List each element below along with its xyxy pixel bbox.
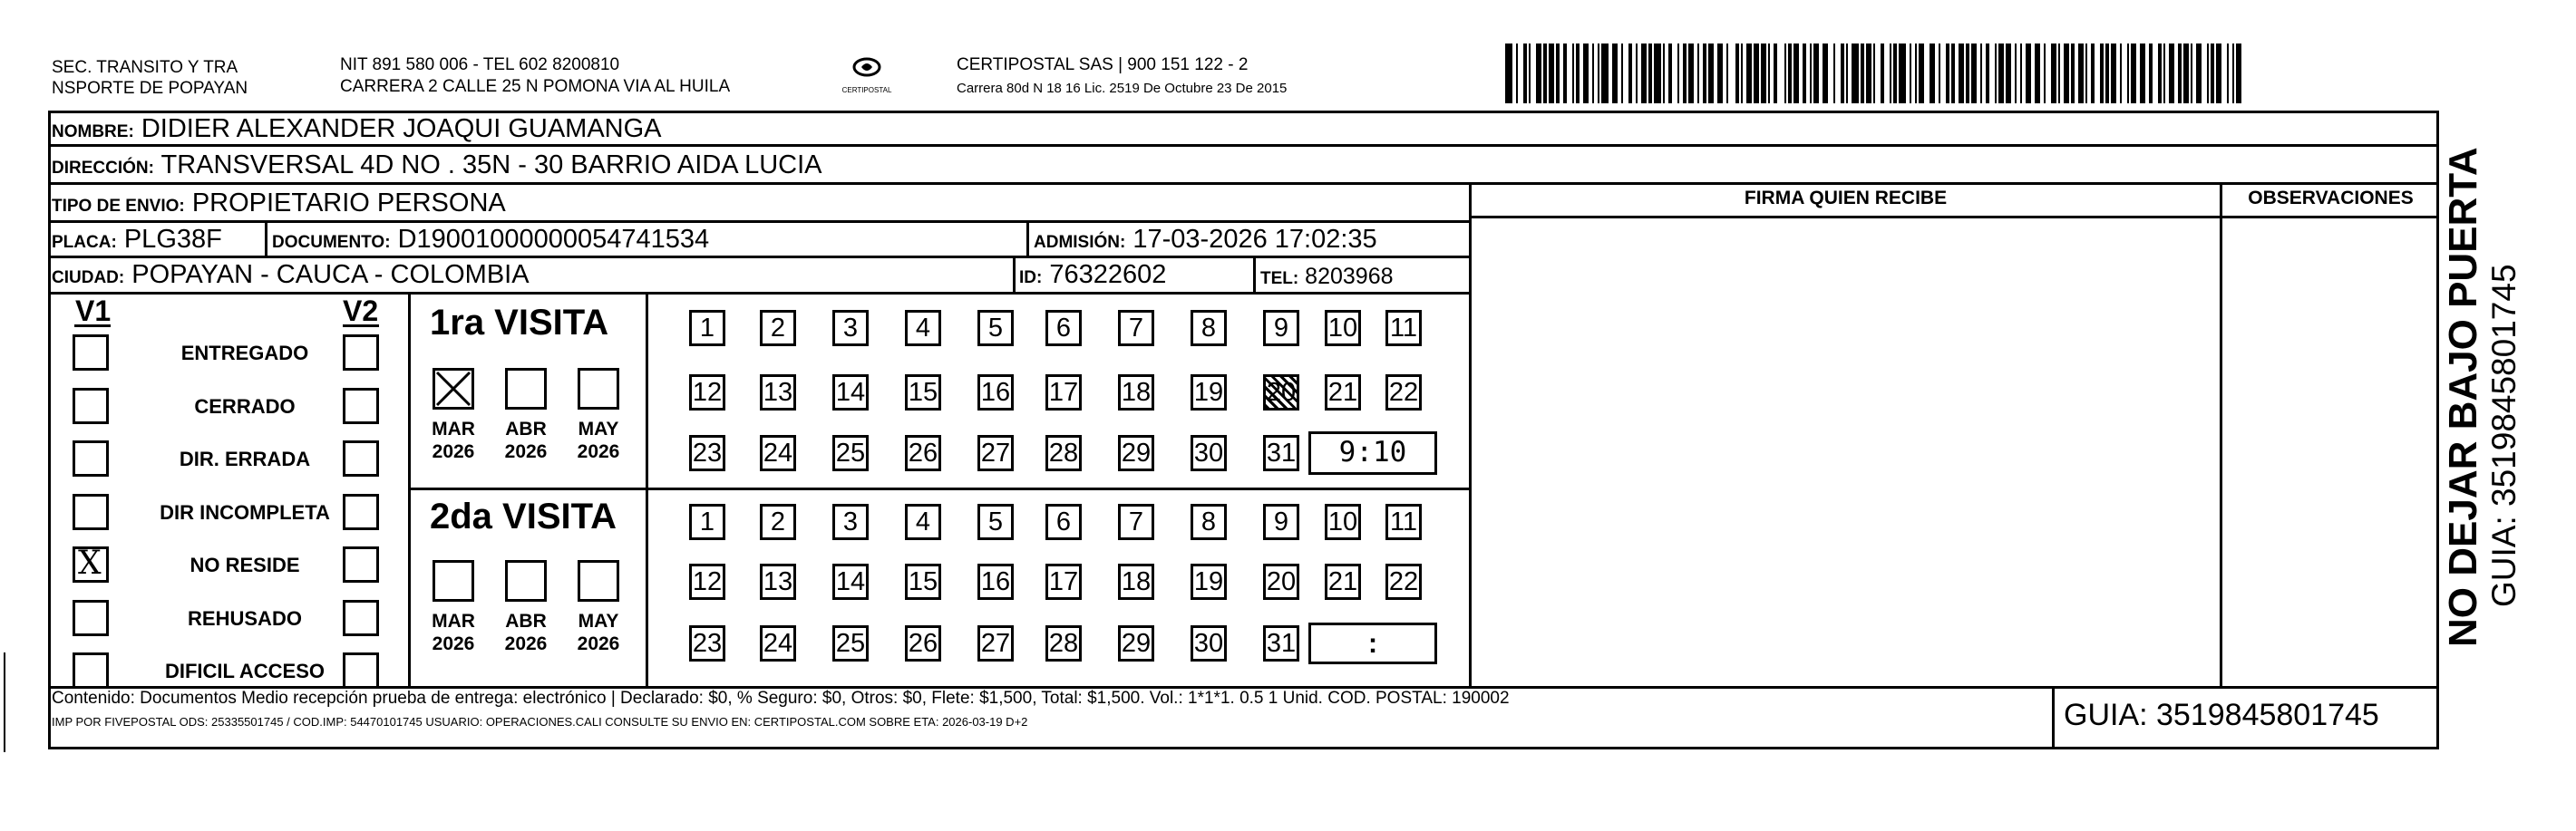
barcode-bar [2183, 43, 2189, 103]
day-checkbox[interactable]: 22 [1385, 564, 1422, 600]
barcode-bar [2091, 43, 2095, 103]
barcode-bar [1823, 43, 1828, 103]
month-checkbox[interactable] [578, 368, 619, 410]
barcode-bar [2131, 43, 2136, 103]
tel-value: 8203968 [1305, 264, 1394, 289]
v1-checkbox[interactable] [73, 334, 109, 371]
visit2-title: 2da VISITA [430, 497, 617, 536]
barcode-bar [2227, 43, 2229, 103]
day-checkbox[interactable]: 20 [1263, 374, 1299, 411]
month-checkbox[interactable] [433, 560, 474, 602]
id-field [1019, 260, 1166, 293]
day-checkbox[interactable]: 30 [1191, 625, 1227, 662]
day-checkbox[interactable]: 17 [1045, 374, 1082, 411]
barcode-bar [2169, 43, 2174, 103]
day-checkbox[interactable]: 25 [832, 435, 869, 471]
sender-address: CARRERA 2 CALLE 25 N POMONA VIA AL HUILA [340, 77, 731, 96]
ciudad-label: CIUDAD: [52, 268, 125, 287]
reason-label: DIR INCOMPLETA [160, 500, 330, 524]
documento-value: D19001000000054741534 [397, 225, 710, 254]
day-checkbox[interactable]: 8 [1191, 310, 1227, 346]
barcode-bar [1663, 43, 1665, 103]
barcode-bar [1946, 43, 1949, 103]
day-checkbox[interactable]: 7 [1118, 310, 1154, 346]
month-label [422, 418, 485, 463]
barcode-bar [1717, 43, 1723, 103]
barcode-bar [1636, 43, 1638, 103]
month-label [494, 610, 558, 655]
month-name: ABR [505, 419, 547, 440]
barcode-bar [1980, 43, 1982, 103]
barcode-bar [1576, 43, 1580, 103]
barcode-bar [1668, 43, 1672, 103]
barcode-bar [2149, 43, 2153, 103]
barcode-bar [1846, 43, 1848, 103]
barcode-bar [1873, 43, 1875, 103]
v2-checkbox[interactable] [343, 388, 379, 424]
footer-guia: GUIA: 3519845801745 [2064, 698, 2379, 732]
direccion-value: TRANSVERSAL 4D NO . 35N - 30 BARRIO AIDA LUCIA [160, 150, 822, 179]
v2-checkbox[interactable] [343, 600, 379, 636]
barcode-bar [1708, 43, 1714, 103]
month-name: MAR [432, 611, 475, 632]
day-checkbox[interactable]: 18 [1118, 374, 1154, 411]
row-divider [1472, 216, 2439, 218]
barcode-bar [2120, 43, 2122, 103]
barcode-bar [1833, 43, 1835, 103]
month-year: 2026 [432, 633, 475, 654]
month-checkbox[interactable] [433, 368, 474, 410]
barcode-bar [1683, 43, 1687, 103]
tel-label: TEL: [1260, 269, 1299, 288]
barcode-bar [1556, 43, 1560, 103]
barcode-bar [1621, 43, 1623, 103]
reason-label: REHUSADO [188, 606, 302, 630]
day-checkbox[interactable]: 8 [1191, 504, 1227, 540]
documento-field [272, 225, 709, 257]
day-checkbox[interactable]: 17 [1045, 564, 1082, 600]
day-checkbox[interactable]: 1 [689, 504, 725, 540]
barcode-bar [1601, 43, 1609, 103]
day-checkbox[interactable]: 13 [760, 564, 796, 600]
barcode-bar [1852, 43, 1859, 103]
reason-label: DIR. ERRADA [179, 448, 311, 470]
admision-value: 17-03-2026 17:02:35 [1132, 225, 1377, 254]
day-checkbox[interactable]: 9 [1263, 310, 1299, 346]
day-checkbox[interactable]: 13 [760, 374, 796, 411]
column-divider [265, 220, 267, 256]
day-checkbox[interactable]: 5 [977, 310, 1014, 346]
barcode-bar [2111, 43, 2116, 103]
barcode-bar [2140, 43, 2145, 103]
barcode-bar [1930, 43, 1935, 103]
barcode-bar [1523, 43, 1527, 103]
nombre-row [52, 114, 662, 147]
sender-name-line1: SEC. TRANSITO Y TRA [52, 58, 238, 77]
no-dejar-bajo-puerta: NO DEJAR BAJO PUERTA [2441, 147, 2485, 647]
column-divider [1469, 182, 1472, 686]
barcode-bar [2026, 43, 2031, 103]
day-checkbox[interactable]: 7 [1118, 504, 1154, 540]
v1-checkbox[interactable] [73, 652, 109, 689]
visit2-time[interactable]: : [1308, 623, 1437, 664]
reason-label: ENTREGADO [180, 342, 309, 364]
barcode-bar [1899, 43, 1906, 103]
barcode-bar [1813, 43, 1819, 103]
visit1-time[interactable]: 9:10 [1308, 431, 1437, 475]
barcode-bar [2006, 43, 2011, 103]
day-checkbox[interactable]: 15 [905, 564, 941, 600]
day-checkbox[interactable]: 21 [1325, 374, 1361, 411]
id-value: 76322602 [1049, 260, 1167, 289]
month-label [422, 610, 485, 655]
month-label [567, 610, 630, 655]
day-checkbox[interactable]: 22 [1385, 374, 1422, 411]
nombre-label: NOMBRE: [52, 122, 134, 141]
day-checkbox[interactable]: 4 [905, 310, 941, 346]
barcode-bar [2236, 43, 2241, 103]
barcode-bar [2178, 43, 2182, 103]
v2-checkbox[interactable] [343, 494, 379, 530]
day-checkbox[interactable]: 9 [1263, 504, 1299, 540]
day-checkbox[interactable]: 12 [689, 564, 725, 600]
barcode-bar [2078, 43, 2084, 103]
day-checkbox[interactable]: 21 [1325, 564, 1361, 600]
barcode-bar [1971, 43, 1977, 103]
month-checkbox[interactable] [505, 368, 547, 410]
visit-divider [408, 488, 1469, 490]
placa-value: PLG38F [123, 225, 222, 254]
footer-imp-line: IMP POR FIVEPOSTAL ODS: 25335501745 / COD.IMP: 54470101745 USUARIO: OPERACIONES.CALI CONSULTE SU ENVIO EN: CERTIPOSTAL.COM SOBRE ETA: 2026-03-19 D+2 [52, 715, 1028, 729]
barcode-bar [1959, 43, 1964, 103]
barcode-bar [2064, 43, 2069, 103]
barcode-bar [1529, 43, 1531, 103]
day-checkbox[interactable]: 4 [905, 504, 941, 540]
barcode-bar [2163, 43, 2165, 103]
barcode-bar [1516, 43, 1518, 103]
v2-checkbox[interactable] [343, 440, 379, 477]
x-mark-icon [435, 371, 471, 407]
day-checkbox[interactable]: 29 [1118, 625, 1154, 662]
nombre-value: DIDIER ALEXANDER JOAQUI GUAMANGA [141, 114, 662, 143]
barcode-bar [1543, 43, 1547, 103]
day-checkbox[interactable]: 15 [905, 374, 941, 411]
barcode-bar [1612, 43, 1618, 103]
column-divider [1026, 220, 1029, 256]
day-checkbox[interactable]: 23 [689, 435, 725, 471]
observaciones-header: OBSERVACIONES [2248, 188, 2414, 208]
day-checkbox[interactable]: 28 [1045, 625, 1082, 662]
barcode-bar [1881, 43, 1884, 103]
barcode-bar [1919, 43, 1924, 103]
day-checkbox[interactable]: 31 [1263, 625, 1299, 662]
day-checkbox[interactable]: 20 [1263, 564, 1299, 600]
id-label: ID: [1019, 268, 1043, 287]
day-checkbox[interactable]: 5 [977, 504, 1014, 540]
barcode-bar [2020, 43, 2022, 103]
v1-checkbox[interactable] [73, 494, 109, 530]
barcode-bar [1803, 43, 1806, 103]
barcode-bar [1966, 43, 1969, 103]
day-checkbox[interactable]: 28 [1045, 435, 1082, 471]
day-checkbox[interactable]: 24 [760, 625, 796, 662]
v2-checkbox[interactable] [343, 546, 379, 583]
barcode-bar [1735, 43, 1739, 103]
day-checkbox[interactable]: 10 [1325, 310, 1361, 346]
sender-name-line2: NSPORTE DE POPAYAN [52, 79, 248, 98]
barcode-bar [1998, 43, 2004, 103]
barcode-bar [1628, 43, 1632, 103]
barcode-bar [2071, 43, 2075, 103]
day-checkbox[interactable]: 14 [832, 564, 869, 600]
v2-checkbox[interactable] [343, 652, 379, 689]
day-checkbox[interactable]: 23 [689, 625, 725, 662]
month-year: 2026 [577, 441, 620, 462]
barcode-bar [1910, 43, 1911, 103]
ciudad-field [52, 260, 530, 293]
barcode-bar [2058, 43, 2060, 103]
day-checkbox[interactable]: 26 [905, 625, 941, 662]
reason-label: CERRADO [194, 394, 296, 418]
direccion-row [52, 150, 822, 183]
barcode-bar [2051, 43, 2056, 103]
v1-checkbox[interactable] [73, 440, 109, 477]
barcode-bar [2127, 43, 2129, 103]
column-divider [1253, 256, 1256, 292]
barcode-bar [2216, 43, 2221, 103]
day-checkbox[interactable]: 6 [1045, 310, 1082, 346]
visit1-title: 1ra VISITA [430, 303, 609, 343]
month-checkbox[interactable] [578, 560, 619, 602]
day-checkbox[interactable]: 18 [1118, 564, 1154, 600]
barcode-bar [1784, 43, 1786, 103]
day-checkbox[interactable]: 27 [977, 625, 1014, 662]
documento-label: DOCUMENTO: [272, 233, 391, 252]
day-checkbox[interactable]: 16 [977, 564, 1014, 600]
barcode-bar [1677, 43, 1679, 103]
barcode-bar [2211, 43, 2214, 103]
barcode-bar [1768, 43, 1770, 103]
barcode-bar [1746, 43, 1752, 103]
month-name: MAR [432, 419, 475, 440]
day-checkbox[interactable]: 19 [1191, 564, 1227, 600]
admision-label: ADMISIÓN: [1034, 233, 1126, 252]
v1-label: V1 [75, 295, 112, 327]
barcode-bar [1648, 43, 1652, 103]
month-year: 2026 [432, 441, 475, 462]
day-checkbox[interactable]: 2 [760, 504, 796, 540]
barcode-bar [1915, 43, 1917, 103]
company-address: Carrera 80d N 18 16 Lic. 2519 De Octubre 23 De 2015 [957, 81, 1288, 96]
tipo-envio-value: PROPIETARIO PERSONA [191, 188, 506, 217]
reason-label: NO RESIDE [190, 554, 300, 576]
day-checkbox[interactable]: 26 [905, 435, 941, 471]
barcode-bar [1741, 43, 1743, 103]
month-label [494, 418, 558, 463]
barcode-bar [1810, 43, 1812, 103]
v1-checkbox[interactable] [73, 388, 109, 424]
barcode-bar [2196, 43, 2202, 103]
day-checkbox[interactable]: 19 [1191, 374, 1227, 411]
month-name: MAY [578, 611, 619, 632]
placa-field [52, 225, 222, 257]
barcode-bar [2158, 43, 2162, 103]
column-divider [1013, 256, 1016, 292]
barcode-bar [1688, 43, 1694, 103]
barcode-bar [1995, 43, 1997, 103]
barcode-bar [1861, 43, 1864, 103]
day-checkbox[interactable]: 11 [1385, 504, 1422, 540]
day-checkbox[interactable]: 10 [1325, 504, 1361, 540]
barcode-bar [1572, 43, 1574, 103]
ciudad-value: POPAYAN - CAUCA - COLOMBIA [131, 260, 530, 289]
day-checkbox[interactable]: 6 [1045, 504, 1082, 540]
barcode-bar [2085, 43, 2087, 103]
month-name: MAY [578, 419, 619, 440]
month-year: 2026 [577, 633, 620, 654]
barcode-bar [1939, 43, 1940, 103]
placa-label: PLACA: [52, 233, 117, 252]
day-checkbox[interactable]: 14 [832, 374, 869, 411]
barcode-bar [1951, 43, 1955, 103]
barcode-bar [1788, 43, 1792, 103]
tipo-envio-row [52, 188, 506, 221]
v1-checkbox[interactable] [73, 546, 109, 583]
column-divider [2052, 686, 2055, 749]
day-checkbox[interactable]: 2 [760, 310, 796, 346]
barcode-bar [2044, 43, 2046, 103]
barcode-bar [1536, 43, 1541, 103]
barcode-bar [1726, 43, 1728, 103]
day-checkbox[interactable]: 11 [1385, 310, 1422, 346]
barcode-bar [1703, 43, 1706, 103]
tel-field [1260, 262, 1394, 294]
day-checkbox[interactable]: 29 [1118, 435, 1154, 471]
day-checkbox[interactable]: 27 [977, 435, 1014, 471]
nit-line: NIT 891 580 006 - TEL 602 8200810 [340, 55, 620, 74]
v1-checkbox[interactable] [73, 600, 109, 636]
day-checkbox[interactable]: 12 [689, 374, 725, 411]
barcode-bar [2100, 43, 2104, 103]
day-checkbox[interactable]: 25 [832, 625, 869, 662]
barcode [1505, 43, 2249, 103]
firma-header: FIRMA QUIEN RECIBE [1744, 188, 1948, 208]
barcode-bar [1866, 43, 1871, 103]
barcode-bar [1583, 43, 1589, 103]
barcode-bar [2191, 43, 2192, 103]
barcode-bar [1598, 43, 1599, 103]
barcode-bar [1641, 43, 1647, 103]
margin-mark [4, 652, 5, 752]
logo-text: CERTIPOSTAL [841, 86, 892, 94]
barcode-bar [1549, 43, 1554, 103]
tipo-envio-label: TIPO DE ENVIO: [52, 197, 185, 216]
direccion-label: DIRECCIÓN: [52, 159, 154, 178]
barcode-bar [1697, 43, 1699, 103]
barcode-bar [2035, 43, 2040, 103]
month-checkbox[interactable] [505, 560, 547, 602]
barcode-bar [1841, 43, 1844, 103]
barcode-bar [1793, 43, 1799, 103]
barcode-bar [1563, 43, 1567, 103]
month-year: 2026 [504, 441, 548, 462]
day-checkbox[interactable]: 30 [1191, 435, 1227, 471]
barcode-bar [1592, 43, 1594, 103]
side-guia: GUIA: 3519845801745 [2485, 264, 2523, 607]
barcode-bar [1774, 43, 1777, 103]
reason-label: DIFICIL ACCESO [164, 660, 325, 682]
v1-underline [74, 324, 111, 327]
column-divider [2220, 182, 2222, 686]
company-line: CERTIPOSTAL SAS | 900 151 122 - 2 [957, 55, 1249, 74]
barcode-bar [2207, 43, 2209, 103]
barcode-bar [2105, 43, 2109, 103]
barcode-bar [2232, 43, 2234, 103]
handwritten-check-mark: X [78, 545, 102, 582]
barcode-bar [1505, 43, 1512, 103]
month-name: ABR [505, 611, 547, 632]
barcode-bar [1754, 43, 1759, 103]
certipostal-logo [841, 53, 892, 98]
day-checkbox[interactable]: 1 [689, 310, 725, 346]
day-checkbox[interactable]: 16 [977, 374, 1014, 411]
footer-contenido: Contenido: Documentos Medio recepción prueba de entrega: electrónico | Declarado: $0, % Seguro: $0, Otros: $0, Flete: $1,500, Total: $1,500. Vol.: 1*1*1. 0.5 1 Unid. COD. POSTAL: 190002 [52, 689, 1510, 708]
barcode-bar [1761, 43, 1766, 103]
month-year: 2026 [504, 633, 548, 654]
barcode-bar [2015, 43, 2017, 103]
day-checkbox[interactable]: 3 [832, 310, 869, 346]
day-checkbox[interactable]: 31 [1263, 435, 1299, 471]
barcode-bar [1890, 43, 1891, 103]
v2-underline [343, 324, 379, 327]
day-checkbox[interactable]: 24 [760, 435, 796, 471]
v2-label: V2 [343, 295, 379, 327]
barcode-bar [1654, 43, 1661, 103]
admision-field [1034, 225, 1377, 257]
barcode-bar [1986, 43, 1989, 103]
barcode-bar [1893, 43, 1897, 103]
day-checkbox[interactable]: 3 [832, 504, 869, 540]
month-label [567, 418, 630, 463]
v2-checkbox[interactable] [343, 334, 379, 371]
